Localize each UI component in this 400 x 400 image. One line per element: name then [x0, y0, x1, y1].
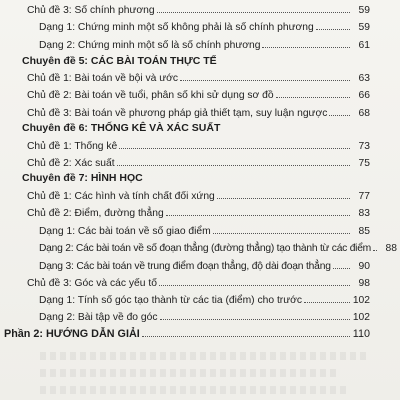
toc-entry-label: Chủ đề 2: Điểm, đường thẳng	[27, 208, 164, 219]
toc-part-entry	[4, 327, 370, 341]
toc-entry	[27, 3, 370, 17]
toc-entry	[27, 139, 370, 153]
toc-entry-label: Chủ đề 3: Góc và các yếu tố	[27, 278, 157, 289]
toc-entry	[39, 293, 370, 307]
toc-entry-page: 102	[352, 295, 370, 306]
toc-entry-label: Chủ đề 3: Bài toán về phương pháp giả thiết tạm, suy luận ngược	[27, 108, 328, 119]
toc-entry-page: 68	[358, 108, 370, 119]
toc-entry-label: Dạng 1: Tính số góc tạo thành từ các tia (điểm) cho trước	[39, 295, 303, 306]
toc-entry	[27, 156, 370, 170]
toc-entry-label: Dạng 2: Các bài toán về số đoạn thẳng (đường thẳng) tạo thành từ các điểm	[39, 243, 372, 254]
dot-leader	[373, 241, 377, 251]
toc-entry-label: Dạng 1: Chứng minh một số không phải là số chính phương	[39, 22, 314, 33]
toc-entry	[39, 20, 370, 34]
toc-entry	[27, 206, 370, 220]
toc-entry-label: Chủ đề 1: Bài toán về bội và ước	[27, 73, 179, 84]
toc-entry-label: Chủ đề 1: Thống kê	[27, 141, 118, 152]
toc-section-heading	[22, 172, 143, 186]
dot-leader	[333, 259, 350, 269]
toc-entry-label: Chủ đề 2: Bài toán về tuổi, phân số khi sử dụng sơ đồ	[27, 90, 274, 101]
toc-entry-page: 77	[358, 191, 370, 202]
toc-entry	[39, 259, 370, 273]
toc-entry-page: 61	[358, 40, 370, 51]
toc-entry	[27, 71, 370, 85]
dot-leader	[329, 106, 350, 116]
toc-entry	[39, 224, 370, 238]
show-through-text	[40, 369, 340, 377]
toc-section-heading	[22, 55, 217, 69]
toc-entry	[27, 88, 370, 102]
dot-leader	[159, 276, 350, 286]
toc-section-label: Chuyên đề 5: CÁC BÀI TOÁN THỰC TẾ	[22, 55, 217, 67]
toc-entry-page: 110	[352, 328, 370, 340]
dot-leader	[166, 206, 350, 216]
toc-section-label: Chuyên đề 6: THỐNG KÊ VÀ XÁC SUẤT	[22, 122, 221, 134]
toc-entry-page: 90	[358, 261, 370, 272]
toc-section-label: Chuyên đề 7: HÌNH HỌC	[22, 172, 143, 184]
toc-entry	[39, 241, 398, 255]
toc-entry	[27, 106, 370, 120]
toc-entry-label: Chủ đề 2: Xác suất	[27, 158, 115, 169]
dot-leader	[316, 20, 350, 30]
toc-entry-page: 59	[358, 5, 370, 16]
toc-entry-page: 75	[358, 158, 370, 169]
toc-entry	[27, 189, 370, 203]
toc-entry-page: 102	[352, 312, 370, 323]
dot-leader	[213, 224, 350, 234]
dot-leader	[142, 327, 350, 337]
toc-section-heading	[22, 122, 220, 136]
toc-entry-page: 83	[358, 208, 370, 219]
toc-entry-label: Chủ đề 3: Số chính phương	[27, 5, 155, 16]
toc-entry-label: Chủ đề 1: Các hình và tính chất đối xứng	[27, 191, 215, 202]
dot-leader	[276, 88, 350, 98]
toc-entry-page: 63	[358, 73, 370, 84]
toc-entry-page: 73	[358, 141, 370, 152]
dot-leader	[217, 189, 350, 199]
toc-entry-page: 88	[385, 243, 398, 254]
show-through-text	[40, 352, 370, 360]
toc-entry-label: Phần 2: HƯỚNG DẪN GIẢI	[4, 328, 140, 340]
dot-leader	[157, 3, 350, 13]
toc-entry	[27, 276, 370, 290]
toc-entry-label: Dạng 3: Các bài toán về trung điểm đoạn thẳng, độ dài đoạn thẳng	[39, 261, 331, 272]
toc-entry-page: 98	[358, 278, 370, 289]
toc-entry-label: Dạng 1: Các bài toán về số giao điểm	[39, 226, 211, 237]
toc-entry-label: Dạng 2: Chứng minh một số là số chính phương	[39, 40, 261, 51]
toc-entry-label: Dạng 2: Bài tập về đo góc	[39, 312, 158, 323]
toc-entry-page: 85	[358, 226, 370, 237]
toc-entry-page: 66	[358, 90, 370, 101]
toc-entry-page: 59	[358, 22, 370, 33]
toc-entry	[39, 38, 370, 52]
toc-entry	[39, 310, 370, 324]
show-through-text	[40, 386, 350, 394]
dot-leader	[304, 293, 350, 303]
dot-leader	[117, 156, 350, 166]
dot-leader	[180, 71, 350, 81]
dot-leader	[160, 310, 351, 320]
dot-leader	[262, 38, 350, 48]
dot-leader	[119, 139, 350, 149]
